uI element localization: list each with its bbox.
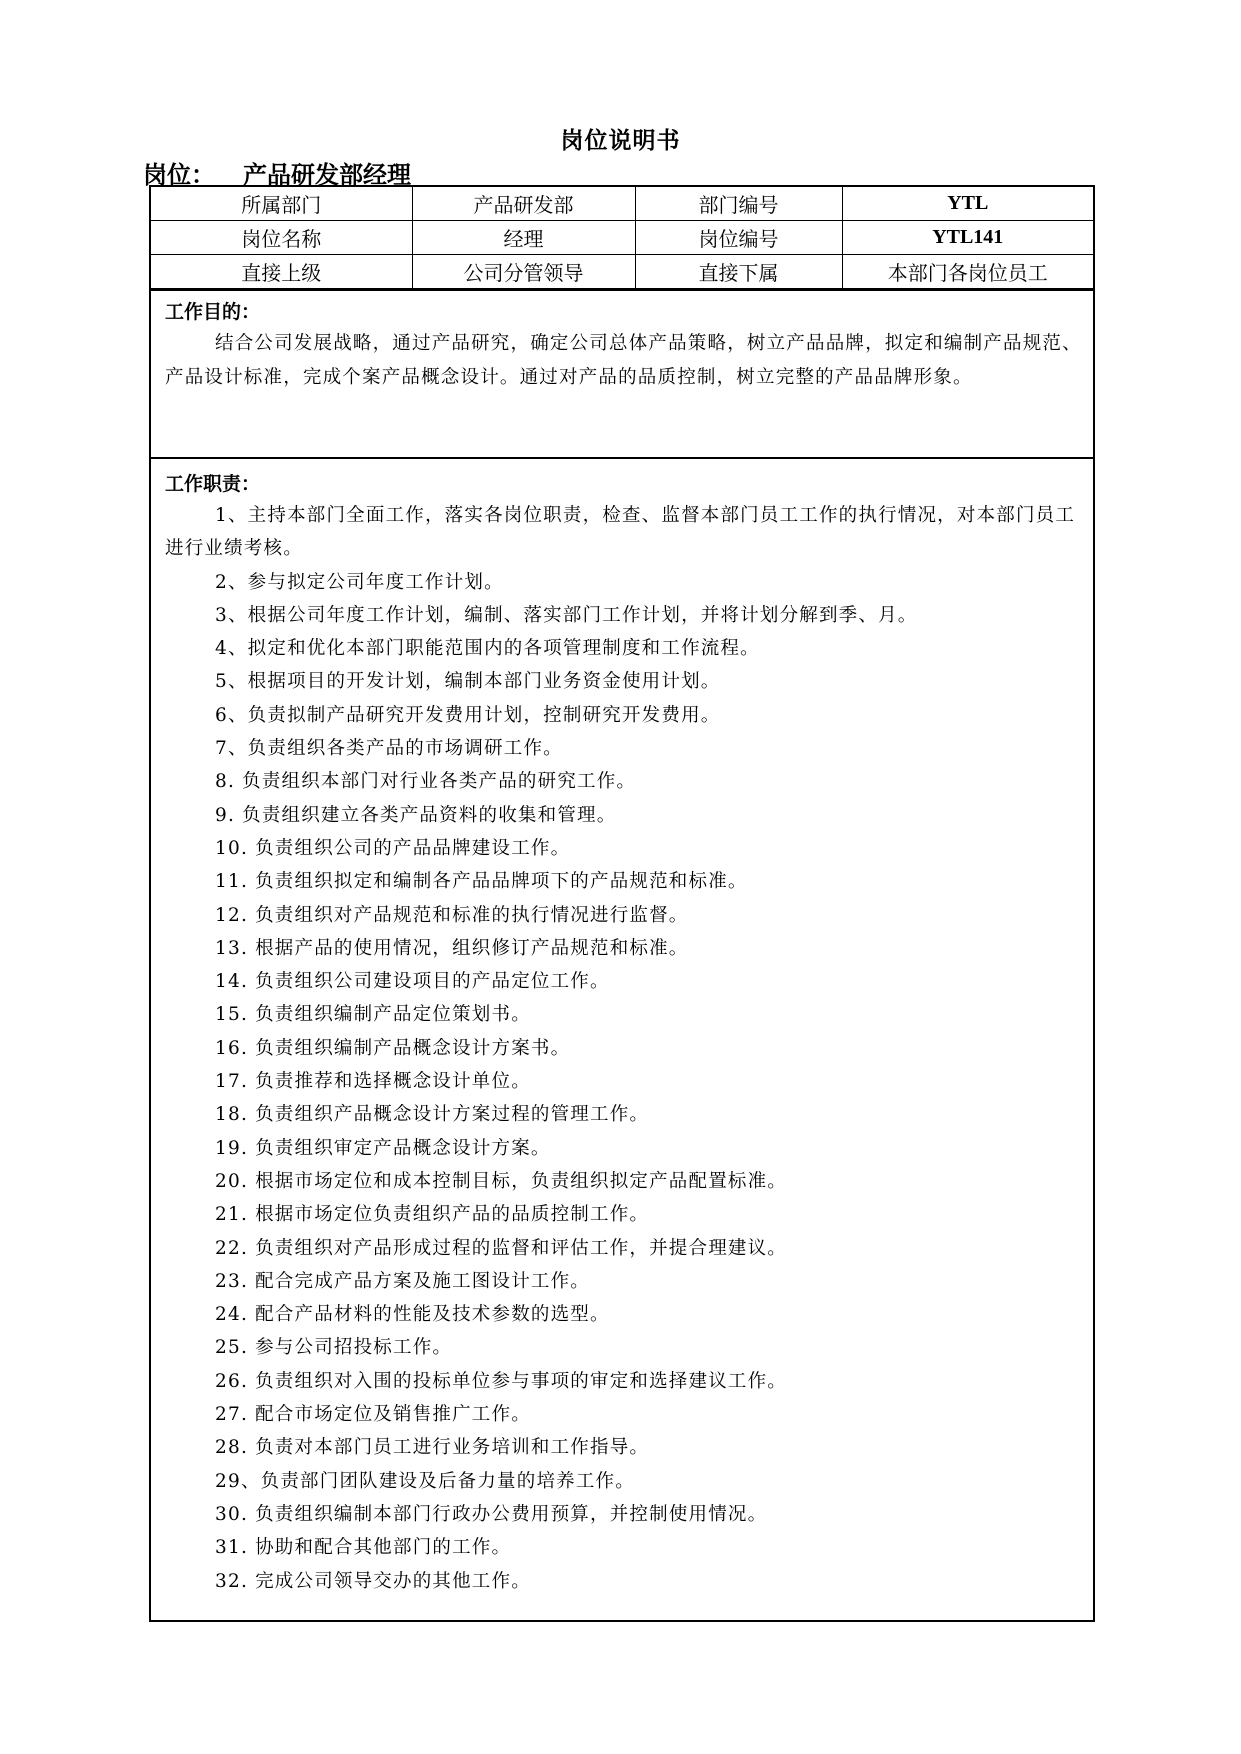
info-table	[151, 187, 1093, 289]
label-position-code: 岗位编号	[635, 221, 842, 255]
work-purpose-section	[151, 289, 1093, 457]
duty-item: 18. 负责组织产品概念设计方案过程的管理工作。	[215, 1104, 650, 1126]
duty-item: 14. 负责组织公司建设项目的产品定位工作。	[215, 971, 610, 993]
duty-item: 20. 根据市场定位和成本控制目标，负责组织拟定产品配置标准。	[215, 1170, 788, 1192]
duty-item: 27. 配合市场定位及销售推广工作。	[215, 1404, 531, 1426]
work-purpose-heading: 工作目的：	[165, 301, 261, 323]
value-direct-subordinates: 本部门各岗位员工	[842, 255, 1093, 289]
duty-item: 24. 配合产品材料的性能及技术参数的选型。	[215, 1304, 610, 1326]
duty-item: 5、根据项目的开发计划，编制本部门业务资金使用计划。	[215, 671, 721, 693]
duty-item: 13. 根据产品的使用情况，组织修订产品规范和标准。	[215, 937, 689, 959]
duty-item: 4、拟定和优化本部门职能范围内的各项管理制度和工作流程。	[215, 638, 760, 660]
duty-item: 16. 负责组织编制产品概念设计方案书。	[215, 1037, 571, 1059]
duty-item: 7、负责组织各类产品的市场调研工作。	[215, 738, 563, 760]
label-direct-subordinates: 直接下属	[635, 255, 842, 289]
label-position-name: 岗位名称	[151, 221, 412, 255]
duty-item: 8. 负责组织本部门对行业各类产品的研究工作。	[215, 771, 637, 793]
info-row	[151, 221, 1093, 255]
duty-item: 32. 完成公司领导交办的其他工作。	[215, 1570, 531, 1592]
duty-item: 15. 负责组织编制产品定位策划书。	[215, 1004, 531, 1026]
position-value: 产品研发部经理	[243, 161, 411, 189]
value-department: 产品研发部	[412, 187, 635, 221]
duty-item: 11. 负责组织拟定和编制各产品品牌项下的产品规范和标准。	[215, 871, 748, 893]
duty-item: 6、负责拟制产品研究开发费用计划，控制研究开发费用。	[215, 704, 721, 726]
info-row	[151, 187, 1093, 221]
duty-item: 17. 负责推荐和选择概念设计单位。	[215, 1071, 531, 1093]
duty-item: 1、主持本部门全面工作，落实各岗位职责，检查、监督本部门员工工作的执行情况，对本部门员工进行业绩考核。	[165, 505, 1076, 560]
duty-item: 3、根据公司年度工作计划，编制、落实部门工作计划，并将计划分解到季、月。	[215, 604, 918, 626]
duty-item: 2、参与拟定公司年度工作计划。	[215, 571, 504, 593]
work-purpose-text: 结合公司发展战略，通过产品研究，确定公司总体产品策略，树立产品品牌，拟定和编制产品规范、产品设计标准，完成个案产品概念设计。通过对产品的品质控制，树立完整的产品品牌形象。	[165, 333, 1082, 388]
position-label: 岗位：	[143, 161, 215, 189]
value-department-code: YTL	[842, 187, 1093, 221]
duty-item: 10. 负责组织公司的产品品牌建设工作。	[215, 837, 571, 859]
document-title: 岗位说明书	[560, 128, 681, 154]
duty-item: 28. 负责对本部门员工进行业务培训和工作指导。	[215, 1437, 650, 1459]
info-row	[151, 255, 1093, 289]
value-direct-superior: 公司分管领导	[412, 255, 635, 289]
duty-item: 9. 负责组织建立各类产品资料的收集和管理。	[215, 804, 617, 826]
duty-item: 19. 负责组织审定产品概念设计方案。	[215, 1137, 551, 1159]
duty-item: 22. 负责组织对产品形成过程的监督和评估工作，并提合理建议。	[215, 1237, 788, 1259]
value-position-name: 经理	[412, 221, 635, 255]
work-duties-heading: 工作职责：	[165, 473, 261, 495]
duty-item: 12. 负责组织对产品规范和标准的执行情况进行监督。	[215, 904, 689, 926]
label-direct-superior: 直接上级	[151, 255, 412, 289]
duty-item: 26. 负责组织对入围的投标单位参与事项的审定和选择建议工作。	[215, 1370, 788, 1392]
duty-item: 23. 配合完成产品方案及施工图设计工作。	[215, 1270, 591, 1292]
value-position-code: YTL141	[842, 221, 1093, 255]
label-department-code: 部门编号	[635, 187, 842, 221]
job-description-form	[149, 185, 1095, 1622]
work-duties-section	[151, 457, 1093, 1620]
label-department: 所属部门	[151, 187, 412, 221]
duty-item: 21. 根据市场定位负责组织产品的品质控制工作。	[215, 1204, 650, 1226]
duty-item: 30. 负责组织编制本部门行政办公费用预算，并控制使用情况。	[215, 1503, 768, 1525]
duty-item: 31. 协助和配合其他部门的工作。	[215, 1537, 512, 1559]
duty-item: 29、负责部门团队建设及后备力量的培养工作。	[215, 1470, 635, 1492]
duty-item: 25. 参与公司招投标工作。	[215, 1337, 453, 1359]
